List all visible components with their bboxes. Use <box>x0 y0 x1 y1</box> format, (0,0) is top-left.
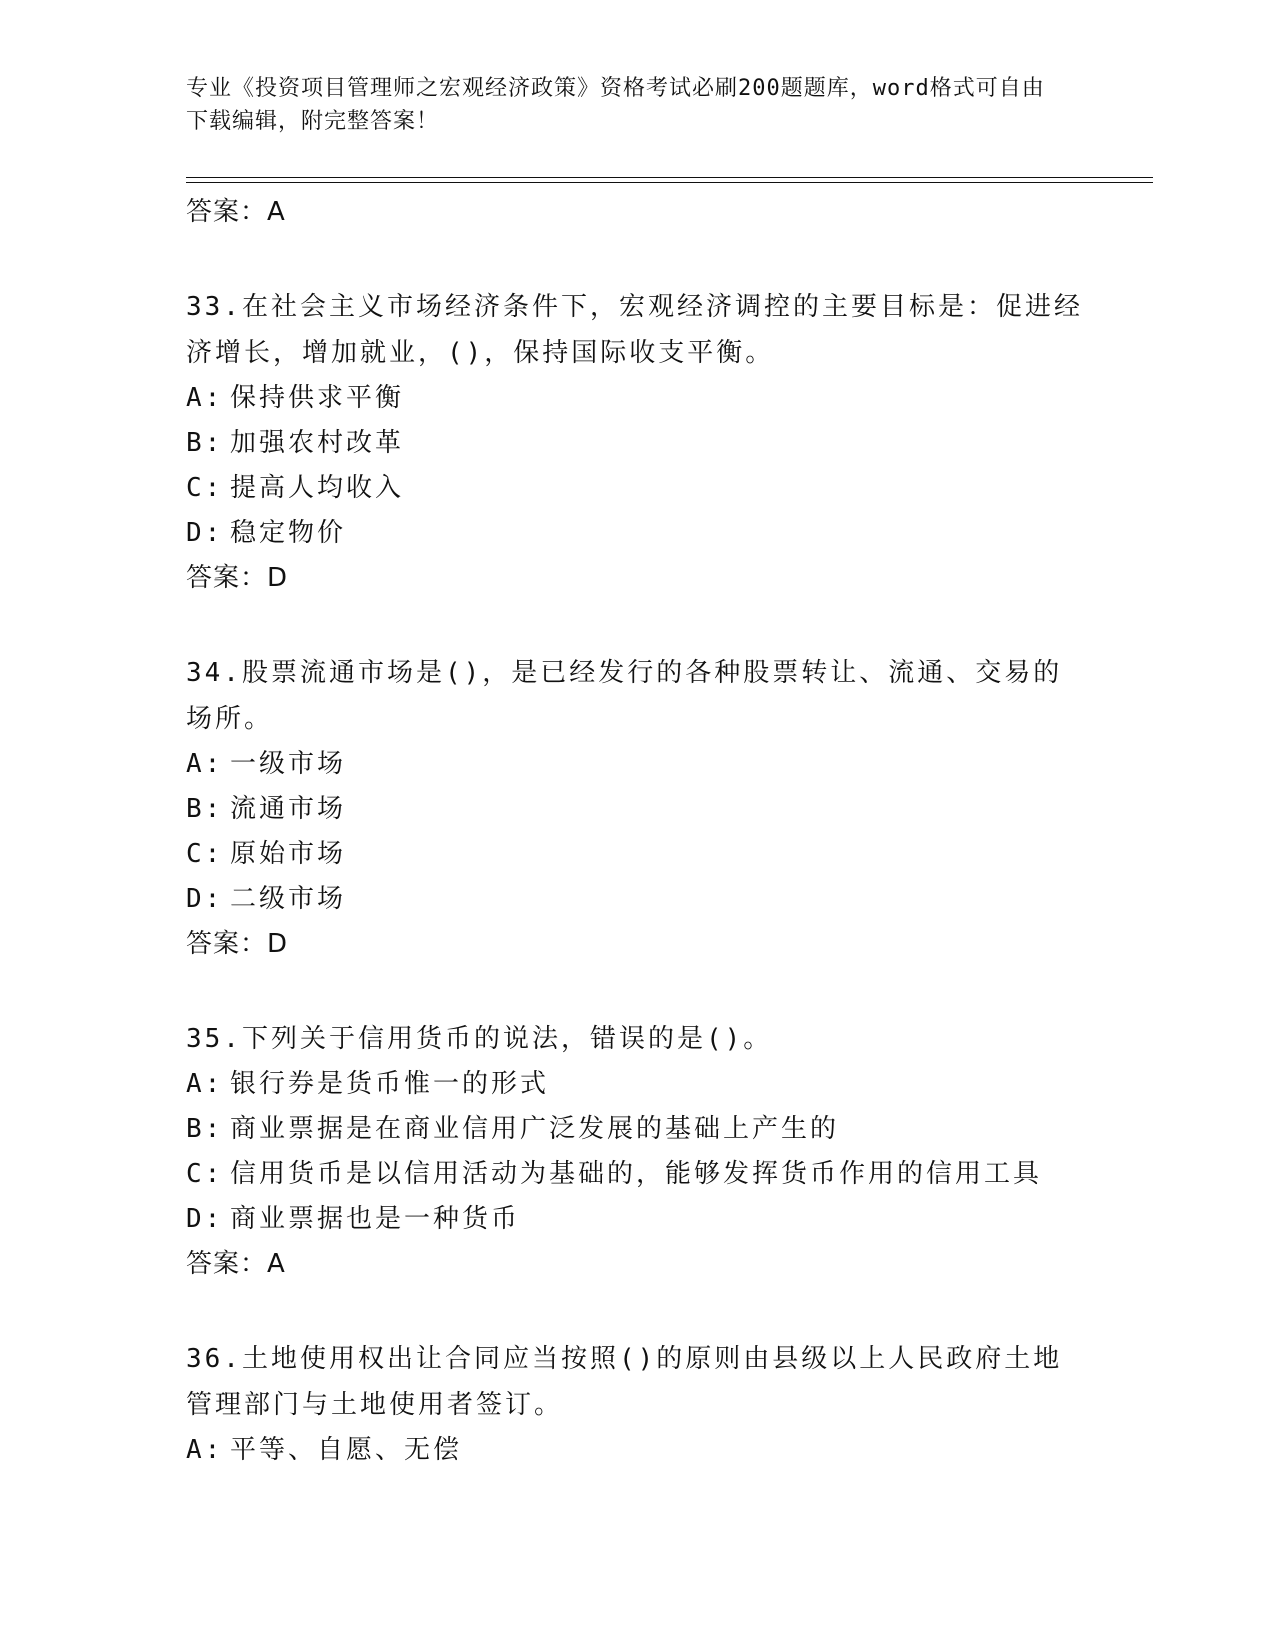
option-c <box>186 466 1086 511</box>
option-text: 二级市场 <box>230 884 347 914</box>
option-text: 稳定物价 <box>230 518 347 548</box>
option-text: 信用货币是以信用活动为基础的，能够发挥货币作用的信用工具 <box>230 1159 1043 1189</box>
answer-line: 答案：A <box>186 1249 286 1279</box>
option-key: A: <box>186 383 224 413</box>
option-key: A: <box>186 1435 224 1465</box>
option-text: 平等、自愿、无偿 <box>230 1435 463 1465</box>
option-key: D: <box>186 518 224 548</box>
option-text: 商业票据是在商业信用广泛发展的基础上产生的 <box>230 1114 840 1144</box>
question-stem: 36.土地使用权出让合同应当按照()的原则由县级以上人民政府土地管理部门与土地使用者签订。 <box>186 1344 1063 1420</box>
option-c <box>186 832 1086 877</box>
option-text: 商业票据也是一种货币 <box>230 1204 521 1234</box>
option-d <box>186 877 1086 922</box>
question-34 <box>186 650 1086 966</box>
option-c <box>186 1152 1086 1197</box>
option-b <box>186 787 1086 832</box>
document-header: 专业《投资项目管理师之宏观经济政策》资格考试必刷200题题库，word格式可自由下载编辑，附完整答案！ <box>186 76 1045 134</box>
header-rule-bottom <box>186 182 1153 183</box>
answer-line: 答案：D <box>186 929 289 959</box>
option-a <box>186 1062 1086 1107</box>
option-key: B: <box>186 794 224 824</box>
question-stem: 35.下列关于信用货币的说法，错误的是()。 <box>186 1024 773 1054</box>
option-b <box>186 1107 1086 1152</box>
question-33 <box>186 284 1086 600</box>
option-a <box>186 376 1086 421</box>
option-key: A: <box>186 1069 224 1099</box>
option-text: 一级市场 <box>230 749 347 779</box>
option-text: 银行券是货币惟一的形式 <box>230 1069 550 1099</box>
option-a <box>186 1428 1086 1473</box>
answer-line: 答案：D <box>186 563 289 593</box>
option-a <box>186 742 1086 787</box>
option-key: D: <box>186 1204 224 1234</box>
option-d <box>186 1197 1086 1242</box>
answer-line: 答案：A <box>186 197 286 227</box>
option-key: C: <box>186 473 224 503</box>
option-text: 保持供求平衡 <box>230 383 405 413</box>
question-list <box>186 190 1086 1473</box>
option-d <box>186 511 1086 556</box>
option-key: C: <box>186 1159 224 1189</box>
question-stem: 33.在社会主义市场经济条件下，宏观经济调控的主要目标是：促进经济增长，增加就业，()，保持国际收支平衡。 <box>186 292 1083 368</box>
option-key: B: <box>186 428 224 458</box>
option-text: 提高人均收入 <box>230 473 405 503</box>
question-35 <box>186 1016 1086 1286</box>
option-b <box>186 421 1086 466</box>
question-36 <box>186 1336 1086 1473</box>
option-text: 原始市场 <box>230 839 347 869</box>
header-rule-top <box>186 177 1153 178</box>
option-key: C: <box>186 839 224 869</box>
option-key: D: <box>186 884 224 914</box>
option-text: 加强农村改革 <box>230 428 405 458</box>
question-stem: 34.股票流通市场是()，是已经发行的各种股票转让、流通、交易的场所。 <box>186 658 1063 734</box>
option-key: B: <box>186 1114 224 1144</box>
option-key: A: <box>186 749 224 779</box>
option-text: 流通市场 <box>230 794 347 824</box>
